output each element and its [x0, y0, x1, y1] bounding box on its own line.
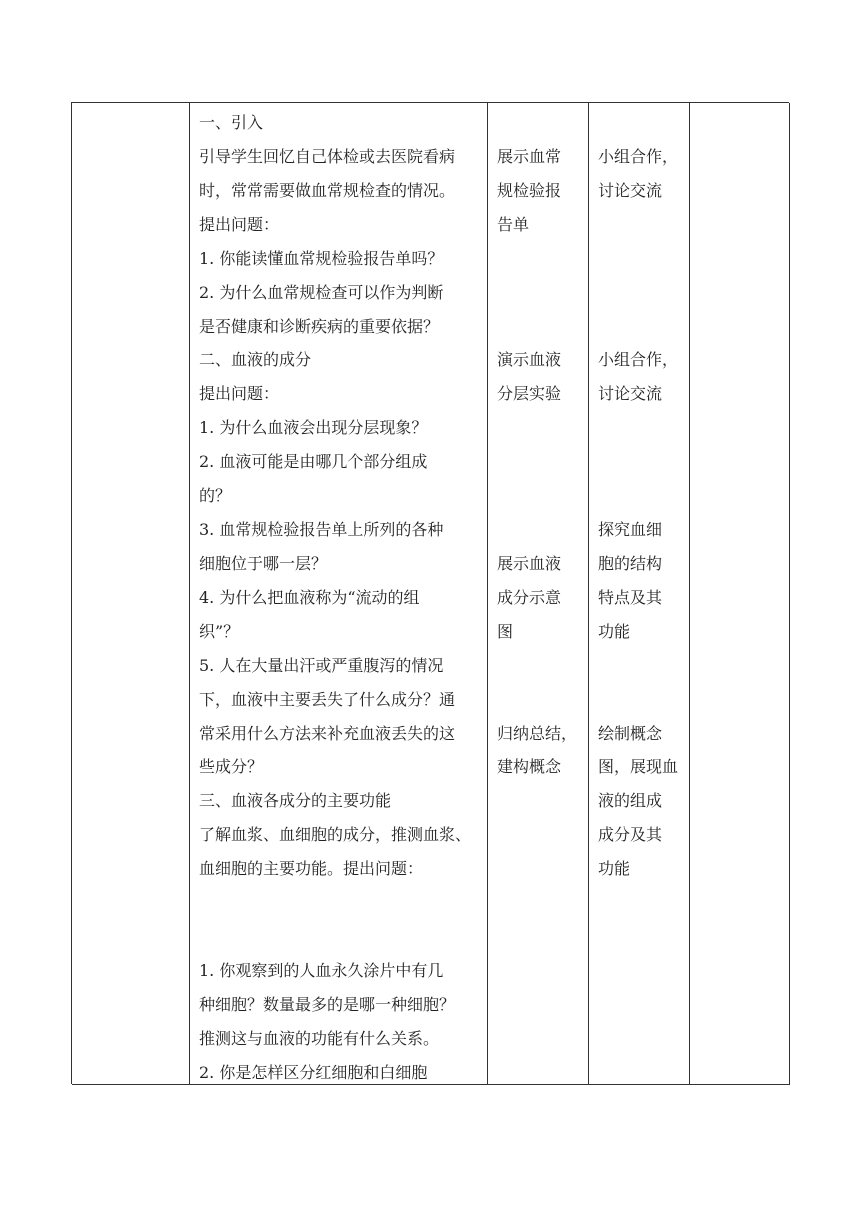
text-line: 织”？ [199, 622, 240, 641]
text-line: 胞的结构 [598, 554, 663, 573]
text-line: 分层实验 [497, 384, 562, 403]
text-line: 图 [497, 622, 514, 641]
text-line: 告单 [497, 215, 530, 234]
text-line: 小组合作， [598, 147, 679, 166]
text-line: 血细胞的主要功能。提出问题： [199, 859, 424, 878]
text-line: 归纳总结， [497, 724, 578, 743]
text-line: 展示血液 [497, 554, 562, 573]
text-line: 三、血液各成分的主要功能 [199, 791, 392, 810]
text-line: 探究血细 [598, 520, 663, 539]
text-line: 下，血液中主要丢失了什么成分？通 [199, 690, 456, 709]
text-line: 种细胞？数量最多的是哪一种细胞？ [199, 995, 456, 1014]
text-line: 了解血浆、血细胞的成分，推测血浆、 [199, 825, 472, 844]
text-line: 讨论交流 [598, 384, 663, 403]
text-line: 功能 [598, 859, 631, 878]
text-line: 展示血常 [497, 147, 562, 166]
text-line: 建构概念 [497, 757, 562, 776]
text-line: 2. 血液可能是由哪几个部分组成 [199, 452, 428, 471]
text-line: 3. 血常规检验报告单上所列的各种 [199, 520, 444, 539]
text-line: 一、引入 [199, 113, 264, 132]
text-line: 4. 为什么把血液称为“流动的组 [199, 588, 420, 607]
text-line: 1. 你能读懂血常规检验报告单吗？ [199, 249, 444, 268]
text-line: 液的组成 [598, 791, 663, 810]
text-line: 功能 [598, 622, 631, 641]
text-line: 1. 为什么血液会出现分层现象？ [199, 418, 428, 437]
text-line: 图，展现血 [598, 757, 679, 776]
text-line: 特点及其 [598, 588, 663, 607]
column-1 [72, 103, 190, 1085]
text-line: 2. 为什么血常规检查可以作为判断 [199, 283, 444, 302]
text-line: 的？ [199, 486, 232, 505]
text-line: 些成分？ [199, 757, 264, 776]
text-line: 成分示意 [497, 588, 562, 607]
text-line: 时，常常需要做血常规检查的情况。 [199, 181, 456, 200]
text-line: 2. 你是怎样区分红细胞和白细胞 [199, 1063, 428, 1082]
text-line: 细胞位于哪一层？ [199, 554, 328, 573]
text-line: 讨论交流 [598, 181, 663, 200]
text-line: 绘制概念 [598, 724, 663, 743]
text-line: 规检验报 [497, 181, 562, 200]
text-line: 提出问题： [199, 384, 280, 403]
column-5 [690, 103, 790, 1085]
text-line: 5. 人在大量出汗或严重腹泻的情况 [199, 656, 444, 675]
text-line: 1. 你观察到的人血永久涂片中有几 [199, 961, 444, 980]
text-line: 小组合作， [598, 350, 679, 369]
text-line: 是否健康和诊断疾病的重要依据？ [199, 317, 440, 336]
text-line: 推测这与血液的功能有什么关系。 [199, 1029, 440, 1048]
text-line: 引导学生回忆自己体检或去医院看病 [199, 147, 456, 166]
text-line: 提出问题： [199, 215, 280, 234]
text-line: 演示血液 [497, 350, 562, 369]
text-line: 常采用什么方法来补充血液丢失的这 [199, 724, 456, 743]
text-line: 成分及其 [598, 825, 663, 844]
text-line: 二、血液的成分 [199, 350, 312, 369]
